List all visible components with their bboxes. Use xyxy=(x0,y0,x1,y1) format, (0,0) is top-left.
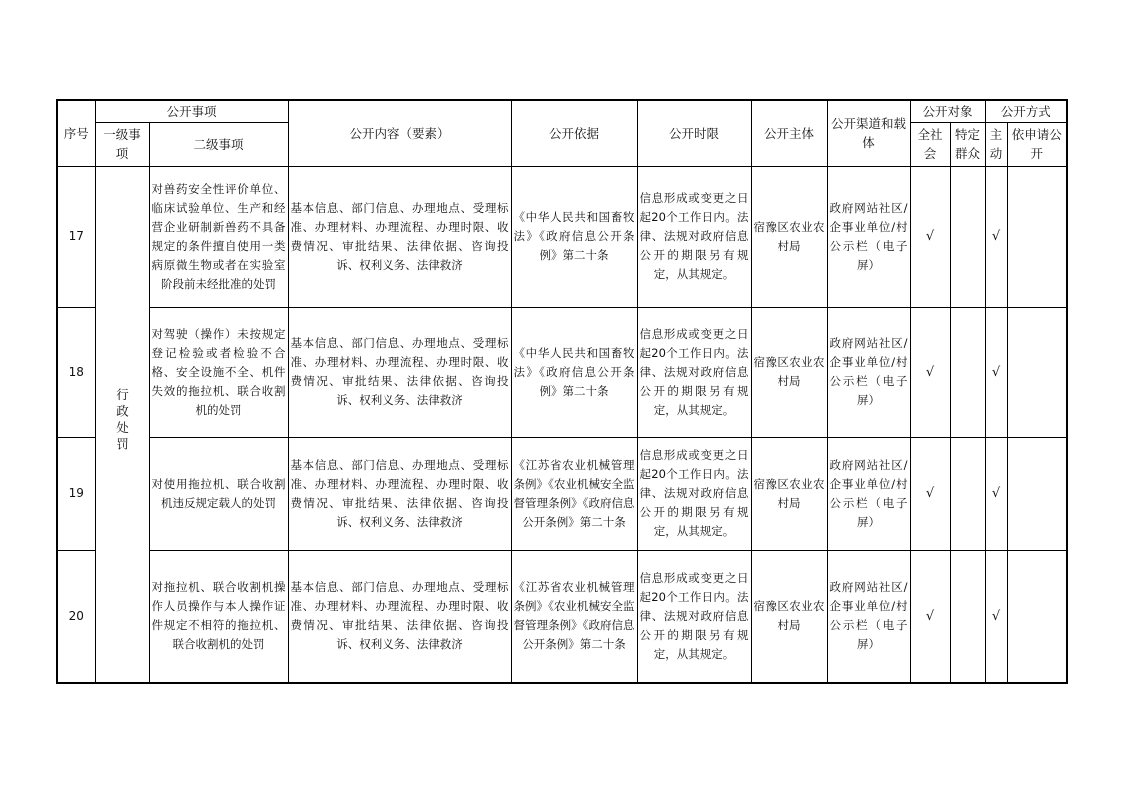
row-deadline: 信息形成或变更之日起20个工作日内。法律、法规对政府信息公开的期限另有规定，从其规定。 xyxy=(637,166,751,307)
header-basis: 公开依据 xyxy=(511,100,637,166)
header-level2: 二级事项 xyxy=(149,122,288,166)
row-deadline: 信息形成或变更之日起20个工作日内。法律、法规对政府信息公开的期限另有规定，从其规定。 xyxy=(637,437,751,550)
header-seq: 序号 xyxy=(57,100,95,166)
level1-cell xyxy=(95,166,149,683)
row-method-request xyxy=(1007,437,1067,550)
header-subject: 公开主体 xyxy=(751,100,827,166)
row-subject: 宿豫区农业农村局 xyxy=(751,166,827,307)
row-content: 基本信息、部门信息、办理地点、受理标准、办理材料、办理流程、办理时限、收费情况、审批结果、法律依据、咨询投诉、权利义务、法律救济 xyxy=(288,437,511,550)
table-row xyxy=(57,307,1067,437)
row-target-all: √ xyxy=(910,550,950,683)
table-row xyxy=(57,437,1067,550)
row-seq: 20 xyxy=(57,550,95,683)
row-basis: 《江苏省农业机械管理条例》《农业机械安全监督管理条例》《政府信息公开条例》第二十条 xyxy=(511,550,637,683)
header-channel: 公开渠道和载体 xyxy=(827,100,910,166)
row-channel: 政府网站社区/企事业单位/村公示栏（电子屏） xyxy=(827,437,910,550)
row-target-specific xyxy=(950,307,985,437)
table-body xyxy=(57,166,1067,683)
row-level2: 对兽药安全性评价单位、临床试验单位、生产和经营企业研制新兽药不具备规定的条件擅自使用一类病原微生物或者在实验室阶段前未经批准的处罚 xyxy=(149,166,288,307)
row-method-active: √ xyxy=(985,166,1007,307)
header-target: 公开对象 xyxy=(910,100,985,122)
row-subject: 宿豫区农业农村局 xyxy=(751,307,827,437)
disclosure-table-sheet xyxy=(56,99,1068,684)
row-level2: 对驾驶（操作）未按规定登记检验或者检验不合格、安全设施不全、机件失效的拖拉机、联合收割机的处罚 xyxy=(149,307,288,437)
row-target-specific xyxy=(950,166,985,307)
row-level2: 对使用拖拉机、联合收割机违反规定载人的处罚 xyxy=(149,437,288,550)
header-matter: 公开事项 xyxy=(95,100,288,122)
header-target-all: 全社会 xyxy=(910,122,950,166)
row-content: 基本信息、部门信息、办理地点、受理标准、办理材料、办理流程、办理时限、收费情况、审批结果、法律依据、咨询投诉、权利义务、法律救济 xyxy=(288,307,511,437)
table-header xyxy=(57,100,1067,166)
row-method-active: √ xyxy=(985,437,1007,550)
header-method-request: 依申请公开 xyxy=(1007,122,1067,166)
table-row xyxy=(57,166,1067,307)
row-target-all: √ xyxy=(910,437,950,550)
row-basis: 《中华人民共和国畜牧法》《政府信息公开条例》第二十条 xyxy=(511,307,637,437)
row-method-active: √ xyxy=(985,307,1007,437)
header-content: 公开内容（要素） xyxy=(288,100,511,166)
row-content: 基本信息、部门信息、办理地点、受理标准、办理材料、办理流程、办理时限、收费情况、审批结果、法律依据、咨询投诉、权利义务、法律救济 xyxy=(288,550,511,683)
row-seq: 18 xyxy=(57,307,95,437)
row-basis: 《中华人民共和国畜牧法》《政府信息公开条例》第二十条 xyxy=(511,166,637,307)
row-method-active: √ xyxy=(985,550,1007,683)
row-method-request xyxy=(1007,166,1067,307)
disclosure-table xyxy=(56,99,1068,684)
row-target-specific xyxy=(950,550,985,683)
row-method-request xyxy=(1007,550,1067,683)
row-channel: 政府网站社区/企事业单位/村公示栏（电子屏） xyxy=(827,307,910,437)
row-deadline: 信息形成或变更之日起20个工作日内。法律、法规对政府信息公开的期限另有规定，从其规定。 xyxy=(637,307,751,437)
row-seq: 17 xyxy=(57,166,95,307)
level1-label: 行政处罚 xyxy=(114,388,130,455)
row-subject: 宿豫区农业农村局 xyxy=(751,437,827,550)
row-channel: 政府网站社区/企事业单位/村公示栏（电子屏） xyxy=(827,550,910,683)
row-content: 基本信息、部门信息、办理地点、受理标准、办理材料、办理流程、办理时限、收费情况、审批结果、法律依据、咨询投诉、权利义务、法律救济 xyxy=(288,166,511,307)
row-channel: 政府网站社区/企事业单位/村公示栏（电子屏） xyxy=(827,166,910,307)
header-target-specific: 特定群众 xyxy=(950,122,985,166)
header-level1: 一级事项 xyxy=(95,122,149,166)
row-target-all: √ xyxy=(910,166,950,307)
row-seq: 19 xyxy=(57,437,95,550)
table-row xyxy=(57,550,1067,683)
row-method-request xyxy=(1007,307,1067,437)
row-basis: 《江苏省农业机械管理条例》《农业机械安全监督管理条例》《政府信息公开条例》第二十条 xyxy=(511,437,637,550)
header-deadline: 公开时限 xyxy=(637,100,751,166)
header-method: 公开方式 xyxy=(985,100,1067,122)
header-method-active: 主动 xyxy=(985,122,1007,166)
row-subject: 宿豫区农业农村局 xyxy=(751,550,827,683)
row-deadline: 信息形成或变更之日起20个工作日内。法律、法规对政府信息公开的期限另有规定，从其规定。 xyxy=(637,550,751,683)
row-level2: 对拖拉机、联合收割机操作人员操作与本人操作证件规定不相符的拖拉机、联合收割机的处罚 xyxy=(149,550,288,683)
row-target-specific xyxy=(950,437,985,550)
row-target-all: √ xyxy=(910,307,950,437)
